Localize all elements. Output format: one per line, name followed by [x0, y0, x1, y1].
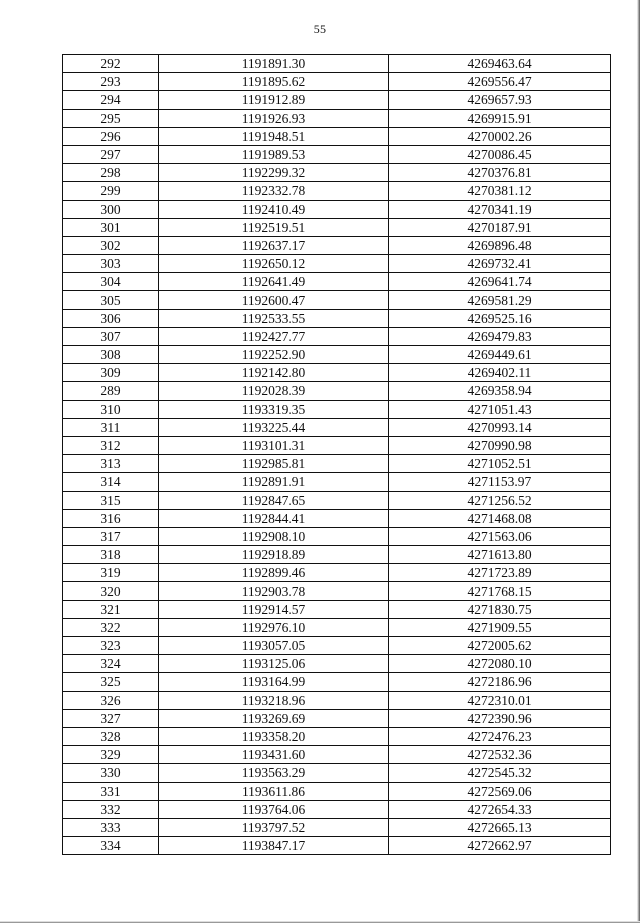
- point-number-cell: 312: [63, 436, 159, 454]
- point-number-cell: 296: [63, 127, 159, 145]
- coordinates-table-body: [63, 55, 611, 855]
- table-row: [63, 782, 611, 800]
- x-coordinate-cell: 1192891.91: [159, 473, 389, 491]
- table-row: [63, 127, 611, 145]
- point-number-cell: 321: [63, 600, 159, 618]
- point-number-cell: 311: [63, 418, 159, 436]
- point-number-cell: 327: [63, 709, 159, 727]
- y-coordinate-cell: 4269915.91: [389, 109, 611, 127]
- table-row: [63, 673, 611, 691]
- x-coordinate-cell: 1192641.49: [159, 273, 389, 291]
- x-coordinate-cell: 1192899.46: [159, 564, 389, 582]
- y-coordinate-cell: 4269463.64: [389, 55, 611, 73]
- x-coordinate-cell: 1192600.47: [159, 291, 389, 309]
- y-coordinate-cell: 4270002.26: [389, 127, 611, 145]
- x-coordinate-cell: 1193611.86: [159, 782, 389, 800]
- point-number-cell: 293: [63, 73, 159, 91]
- x-coordinate-cell: 1192844.41: [159, 509, 389, 527]
- y-coordinate-cell: 4270993.14: [389, 418, 611, 436]
- y-coordinate-cell: 4271909.55: [389, 618, 611, 636]
- point-number-cell: 298: [63, 164, 159, 182]
- table-row: [63, 73, 611, 91]
- x-coordinate-cell: 1192914.57: [159, 600, 389, 618]
- y-coordinate-cell: 4271052.51: [389, 455, 611, 473]
- y-coordinate-cell: 4269581.29: [389, 291, 611, 309]
- table-row: [63, 764, 611, 782]
- point-number-cell: 313: [63, 455, 159, 473]
- point-number-cell: 294: [63, 91, 159, 109]
- table-row: [63, 436, 611, 454]
- y-coordinate-cell: 4269556.47: [389, 73, 611, 91]
- point-number-cell: 331: [63, 782, 159, 800]
- x-coordinate-cell: 1193125.06: [159, 655, 389, 673]
- x-coordinate-cell: 1193358.20: [159, 727, 389, 745]
- y-coordinate-cell: 4272665.13: [389, 818, 611, 836]
- point-number-cell: 326: [63, 691, 159, 709]
- point-number-cell: 289: [63, 382, 159, 400]
- point-number-cell: 310: [63, 400, 159, 418]
- x-coordinate-cell: 1193431.60: [159, 746, 389, 764]
- table-row: [63, 691, 611, 709]
- point-number-cell: 307: [63, 327, 159, 345]
- y-coordinate-cell: 4269732.41: [389, 255, 611, 273]
- point-number-cell: 297: [63, 145, 159, 163]
- table-row: [63, 727, 611, 745]
- point-number-cell: 292: [63, 55, 159, 73]
- table-row: [63, 182, 611, 200]
- table-row: [63, 364, 611, 382]
- y-coordinate-cell: 4270086.45: [389, 145, 611, 163]
- point-number-cell: 299: [63, 182, 159, 200]
- x-coordinate-cell: 1193797.52: [159, 818, 389, 836]
- table-row: [63, 327, 611, 345]
- table-row: [63, 273, 611, 291]
- table-row: [63, 564, 611, 582]
- x-coordinate-cell: 1193847.17: [159, 837, 389, 855]
- y-coordinate-cell: 4272532.36: [389, 746, 611, 764]
- point-number-cell: 319: [63, 564, 159, 582]
- x-coordinate-cell: 1192299.32: [159, 164, 389, 182]
- y-coordinate-cell: 4270990.98: [389, 436, 611, 454]
- x-coordinate-cell: 1192918.89: [159, 546, 389, 564]
- y-coordinate-cell: 4272662.97: [389, 837, 611, 855]
- x-coordinate-cell: 1191891.30: [159, 55, 389, 73]
- y-coordinate-cell: 4269479.83: [389, 327, 611, 345]
- x-coordinate-cell: 1191912.89: [159, 91, 389, 109]
- x-coordinate-cell: 1193057.05: [159, 637, 389, 655]
- y-coordinate-cell: 4269449.61: [389, 346, 611, 364]
- table-row: [63, 291, 611, 309]
- x-coordinate-cell: 1192519.51: [159, 218, 389, 236]
- x-coordinate-cell: 1192903.78: [159, 582, 389, 600]
- table-row: [63, 236, 611, 254]
- y-coordinate-cell: 4269402.11: [389, 364, 611, 382]
- page-number: 55: [313, 22, 327, 36]
- table-row: [63, 418, 611, 436]
- x-coordinate-cell: 1192142.80: [159, 364, 389, 382]
- y-coordinate-cell: 4271613.80: [389, 546, 611, 564]
- point-number-cell: 301: [63, 218, 159, 236]
- x-coordinate-cell: 1192908.10: [159, 527, 389, 545]
- table-row: [63, 55, 611, 73]
- point-number-cell: 295: [63, 109, 159, 127]
- x-coordinate-cell: 1193164.99: [159, 673, 389, 691]
- y-coordinate-cell: 4269896.48: [389, 236, 611, 254]
- y-coordinate-cell: 4272654.33: [389, 800, 611, 818]
- y-coordinate-cell: 4270341.19: [389, 200, 611, 218]
- x-coordinate-cell: 1193218.96: [159, 691, 389, 709]
- table-row: [63, 200, 611, 218]
- x-coordinate-cell: 1191926.93: [159, 109, 389, 127]
- table-row: [63, 218, 611, 236]
- x-coordinate-cell: 1193563.29: [159, 764, 389, 782]
- y-coordinate-cell: 4269641.74: [389, 273, 611, 291]
- y-coordinate-cell: 4272005.62: [389, 637, 611, 655]
- table-row: [63, 509, 611, 527]
- point-number-cell: 317: [63, 527, 159, 545]
- y-coordinate-cell: 4272310.01: [389, 691, 611, 709]
- y-coordinate-cell: 4271468.08: [389, 509, 611, 527]
- y-coordinate-cell: 4271153.97: [389, 473, 611, 491]
- y-coordinate-cell: 4272569.06: [389, 782, 611, 800]
- x-coordinate-cell: 1193319.35: [159, 400, 389, 418]
- y-coordinate-cell: 4270376.81: [389, 164, 611, 182]
- point-number-cell: 318: [63, 546, 159, 564]
- x-coordinate-cell: 1191948.51: [159, 127, 389, 145]
- table-row: [63, 746, 611, 764]
- point-number-cell: 330: [63, 764, 159, 782]
- y-coordinate-cell: 4270187.91: [389, 218, 611, 236]
- y-coordinate-cell: 4272080.10: [389, 655, 611, 673]
- x-coordinate-cell: 1193225.44: [159, 418, 389, 436]
- point-number-cell: 315: [63, 491, 159, 509]
- y-coordinate-cell: 4271051.43: [389, 400, 611, 418]
- y-coordinate-cell: 4272186.96: [389, 673, 611, 691]
- point-number-cell: 328: [63, 727, 159, 745]
- point-number-cell: 306: [63, 309, 159, 327]
- table-row: [63, 582, 611, 600]
- x-coordinate-cell: 1192427.77: [159, 327, 389, 345]
- point-number-cell: 320: [63, 582, 159, 600]
- table-row: [63, 655, 611, 673]
- x-coordinate-cell: 1192985.81: [159, 455, 389, 473]
- x-coordinate-cell: 1191989.53: [159, 145, 389, 163]
- x-coordinate-cell: 1192028.39: [159, 382, 389, 400]
- point-number-cell: 324: [63, 655, 159, 673]
- point-number-cell: 334: [63, 837, 159, 855]
- table-row: [63, 818, 611, 836]
- coordinates-table: [62, 54, 611, 855]
- table-row: [63, 491, 611, 509]
- y-coordinate-cell: 4270381.12: [389, 182, 611, 200]
- table-row: [63, 255, 611, 273]
- y-coordinate-cell: 4269657.93: [389, 91, 611, 109]
- table-row: [63, 309, 611, 327]
- x-coordinate-cell: 1192252.90: [159, 346, 389, 364]
- table-row: [63, 145, 611, 163]
- y-coordinate-cell: 4272390.96: [389, 709, 611, 727]
- table-row: [63, 473, 611, 491]
- table-row: [63, 837, 611, 855]
- point-number-cell: 304: [63, 273, 159, 291]
- table-row: [63, 164, 611, 182]
- point-number-cell: 333: [63, 818, 159, 836]
- table-row: [63, 400, 611, 418]
- point-number-cell: 322: [63, 618, 159, 636]
- y-coordinate-cell: 4272476.23: [389, 727, 611, 745]
- point-number-cell: 323: [63, 637, 159, 655]
- y-coordinate-cell: 4271723.89: [389, 564, 611, 582]
- x-coordinate-cell: 1192650.12: [159, 255, 389, 273]
- x-coordinate-cell: 1192976.10: [159, 618, 389, 636]
- point-number-cell: 332: [63, 800, 159, 818]
- y-coordinate-cell: 4272545.32: [389, 764, 611, 782]
- x-coordinate-cell: 1192533.55: [159, 309, 389, 327]
- table-row: [63, 109, 611, 127]
- y-coordinate-cell: 4269358.94: [389, 382, 611, 400]
- x-coordinate-cell: 1191895.62: [159, 73, 389, 91]
- y-coordinate-cell: 4271830.75: [389, 600, 611, 618]
- y-coordinate-cell: 4269525.16: [389, 309, 611, 327]
- y-coordinate-cell: 4271563.06: [389, 527, 611, 545]
- point-number-cell: 300: [63, 200, 159, 218]
- table-row: [63, 455, 611, 473]
- table-row: [63, 800, 611, 818]
- x-coordinate-cell: 1193764.06: [159, 800, 389, 818]
- table-row: [63, 382, 611, 400]
- table-row: [63, 346, 611, 364]
- point-number-cell: 316: [63, 509, 159, 527]
- table-row: [63, 618, 611, 636]
- x-coordinate-cell: 1192332.78: [159, 182, 389, 200]
- y-coordinate-cell: 4271256.52: [389, 491, 611, 509]
- point-number-cell: 305: [63, 291, 159, 309]
- point-number-cell: 303: [63, 255, 159, 273]
- point-number-cell: 308: [63, 346, 159, 364]
- x-coordinate-cell: 1193269.69: [159, 709, 389, 727]
- point-number-cell: 329: [63, 746, 159, 764]
- table-row: [63, 546, 611, 564]
- x-coordinate-cell: 1192410.49: [159, 200, 389, 218]
- table-row: [63, 600, 611, 618]
- point-number-cell: 314: [63, 473, 159, 491]
- x-coordinate-cell: 1192637.17: [159, 236, 389, 254]
- point-number-cell: 309: [63, 364, 159, 382]
- table-row: [63, 637, 611, 655]
- table-row: [63, 91, 611, 109]
- point-number-cell: 302: [63, 236, 159, 254]
- point-number-cell: 325: [63, 673, 159, 691]
- y-coordinate-cell: 4271768.15: [389, 582, 611, 600]
- table-row: [63, 709, 611, 727]
- x-coordinate-cell: 1192847.65: [159, 491, 389, 509]
- table-row: [63, 527, 611, 545]
- x-coordinate-cell: 1193101.31: [159, 436, 389, 454]
